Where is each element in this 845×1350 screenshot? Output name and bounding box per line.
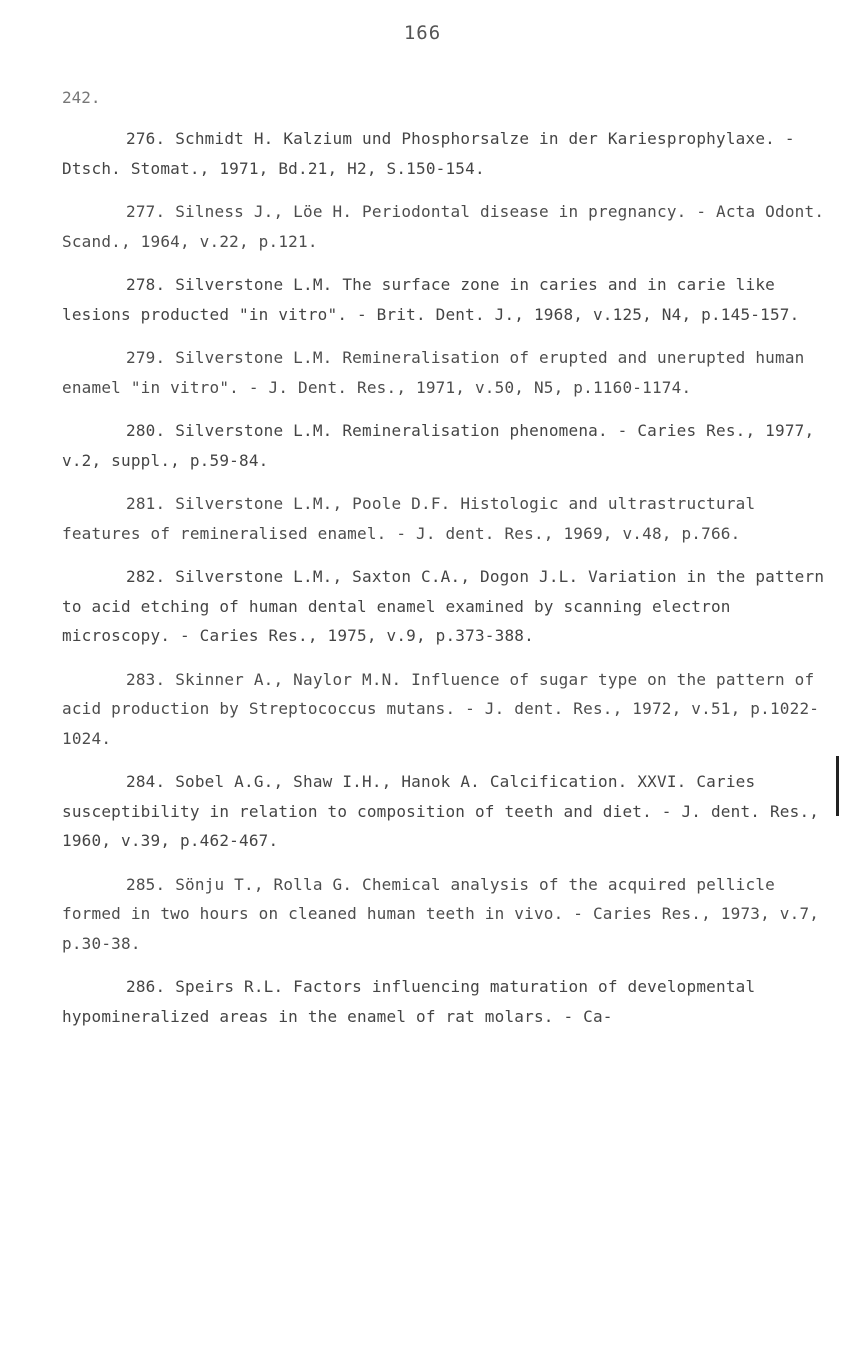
reference-text: Silverstone L.M., Saxton C.A., Dogon J.L. Variation in the pattern to acid etching of human dental enamel examined by scanning electron microscopy. - Caries Res., 1975, v.9, p.373-388. [62,567,825,645]
reference-entry [62,562,832,651]
reference-text: Sobel A.G., Shaw I.H., Hanok A. Calcification. XXVI. Caries susceptibility in relation to composition of teeth and diet. - J. dent. Res., 1960, v.39, p.462-467. [62,772,820,850]
scan-margin-mark [836,756,839,816]
reference-entry [62,343,832,402]
reference-list [62,124,832,1045]
reference-entry [62,270,832,329]
reference-entry [62,767,832,856]
reference-number: 279. [126,348,166,367]
reference-text: Sönju T., Rolla G. Chemical analysis of the acquired pellicle formed in two hours on cleaned human teeth in vivo. - Caries Res., 1973, v.7, p.30-38. [62,874,820,953]
reference-number: 278. [126,275,166,294]
page-reference: 242. [62,88,101,107]
reference-text: Silverstone L.M., Poole D.F. Histologic and ultrastructural features of remineralised enamel. - J. dent. Res., 1969, v.48, p.766. [62,494,756,543]
reference-number: 282. [126,567,166,586]
reference-number: 276. [126,129,166,148]
reference-text: Silness J., Löe H. Periodontal disease in pregnancy. - Acta Odont. Scand., 1964, v.22, p.121. [62,202,825,251]
reference-number: 280. [126,421,166,440]
reference-entry [62,416,832,475]
reference-entry [62,489,832,548]
reference-number: 284. [126,772,166,791]
reference-entry [62,124,832,183]
reference-entry [62,972,832,1031]
reference-text: Silverstone L.M. Remineralisation of erupted and unerupted human enamel "in vitro". - J. Dent. Res., 1971, v.50, N5, p.1160-1174. [62,348,805,397]
reference-entry [62,870,832,959]
reference-text: Silverstone L.M. The surface zone in caries and in carie like lesions producted "in vitro". - Brit. Dent. J., 1968, v.125, N4, p.145-157. [62,275,800,324]
reference-number: 283. [126,669,166,689]
reference-entry [62,197,832,256]
reference-text: Speirs R.L. Factors influencing maturation of developmental hypomineralized areas in the enamel of rat molars. - Ca- [62,977,756,1026]
reference-number: 277. [126,202,166,221]
reference-text: Schmidt H. Kalzium und Phosphorsalze in der Kariesprophylaxe. - Dtsch. Stomat., 1971, Bd.21, H2, S.150-154. [62,129,795,178]
reference-number: 285. [126,874,166,894]
reference-text: Silverstone L.M. Remineralisation phenomena. - Caries Res., 1977, v.2, suppl., p.59-84. [62,421,815,470]
reference-number: 281. [126,494,166,513]
page-number: 166 [403,22,442,44]
reference-number: 286. [126,977,166,996]
reference-text: Skinner A., Naylor M.N. Influence of sugar type on the pattern of acid production by Streptococcus mutans. - J. dent. Res., 1972, v.51, p.1022-1024. [62,669,820,748]
reference-entry [62,665,832,754]
